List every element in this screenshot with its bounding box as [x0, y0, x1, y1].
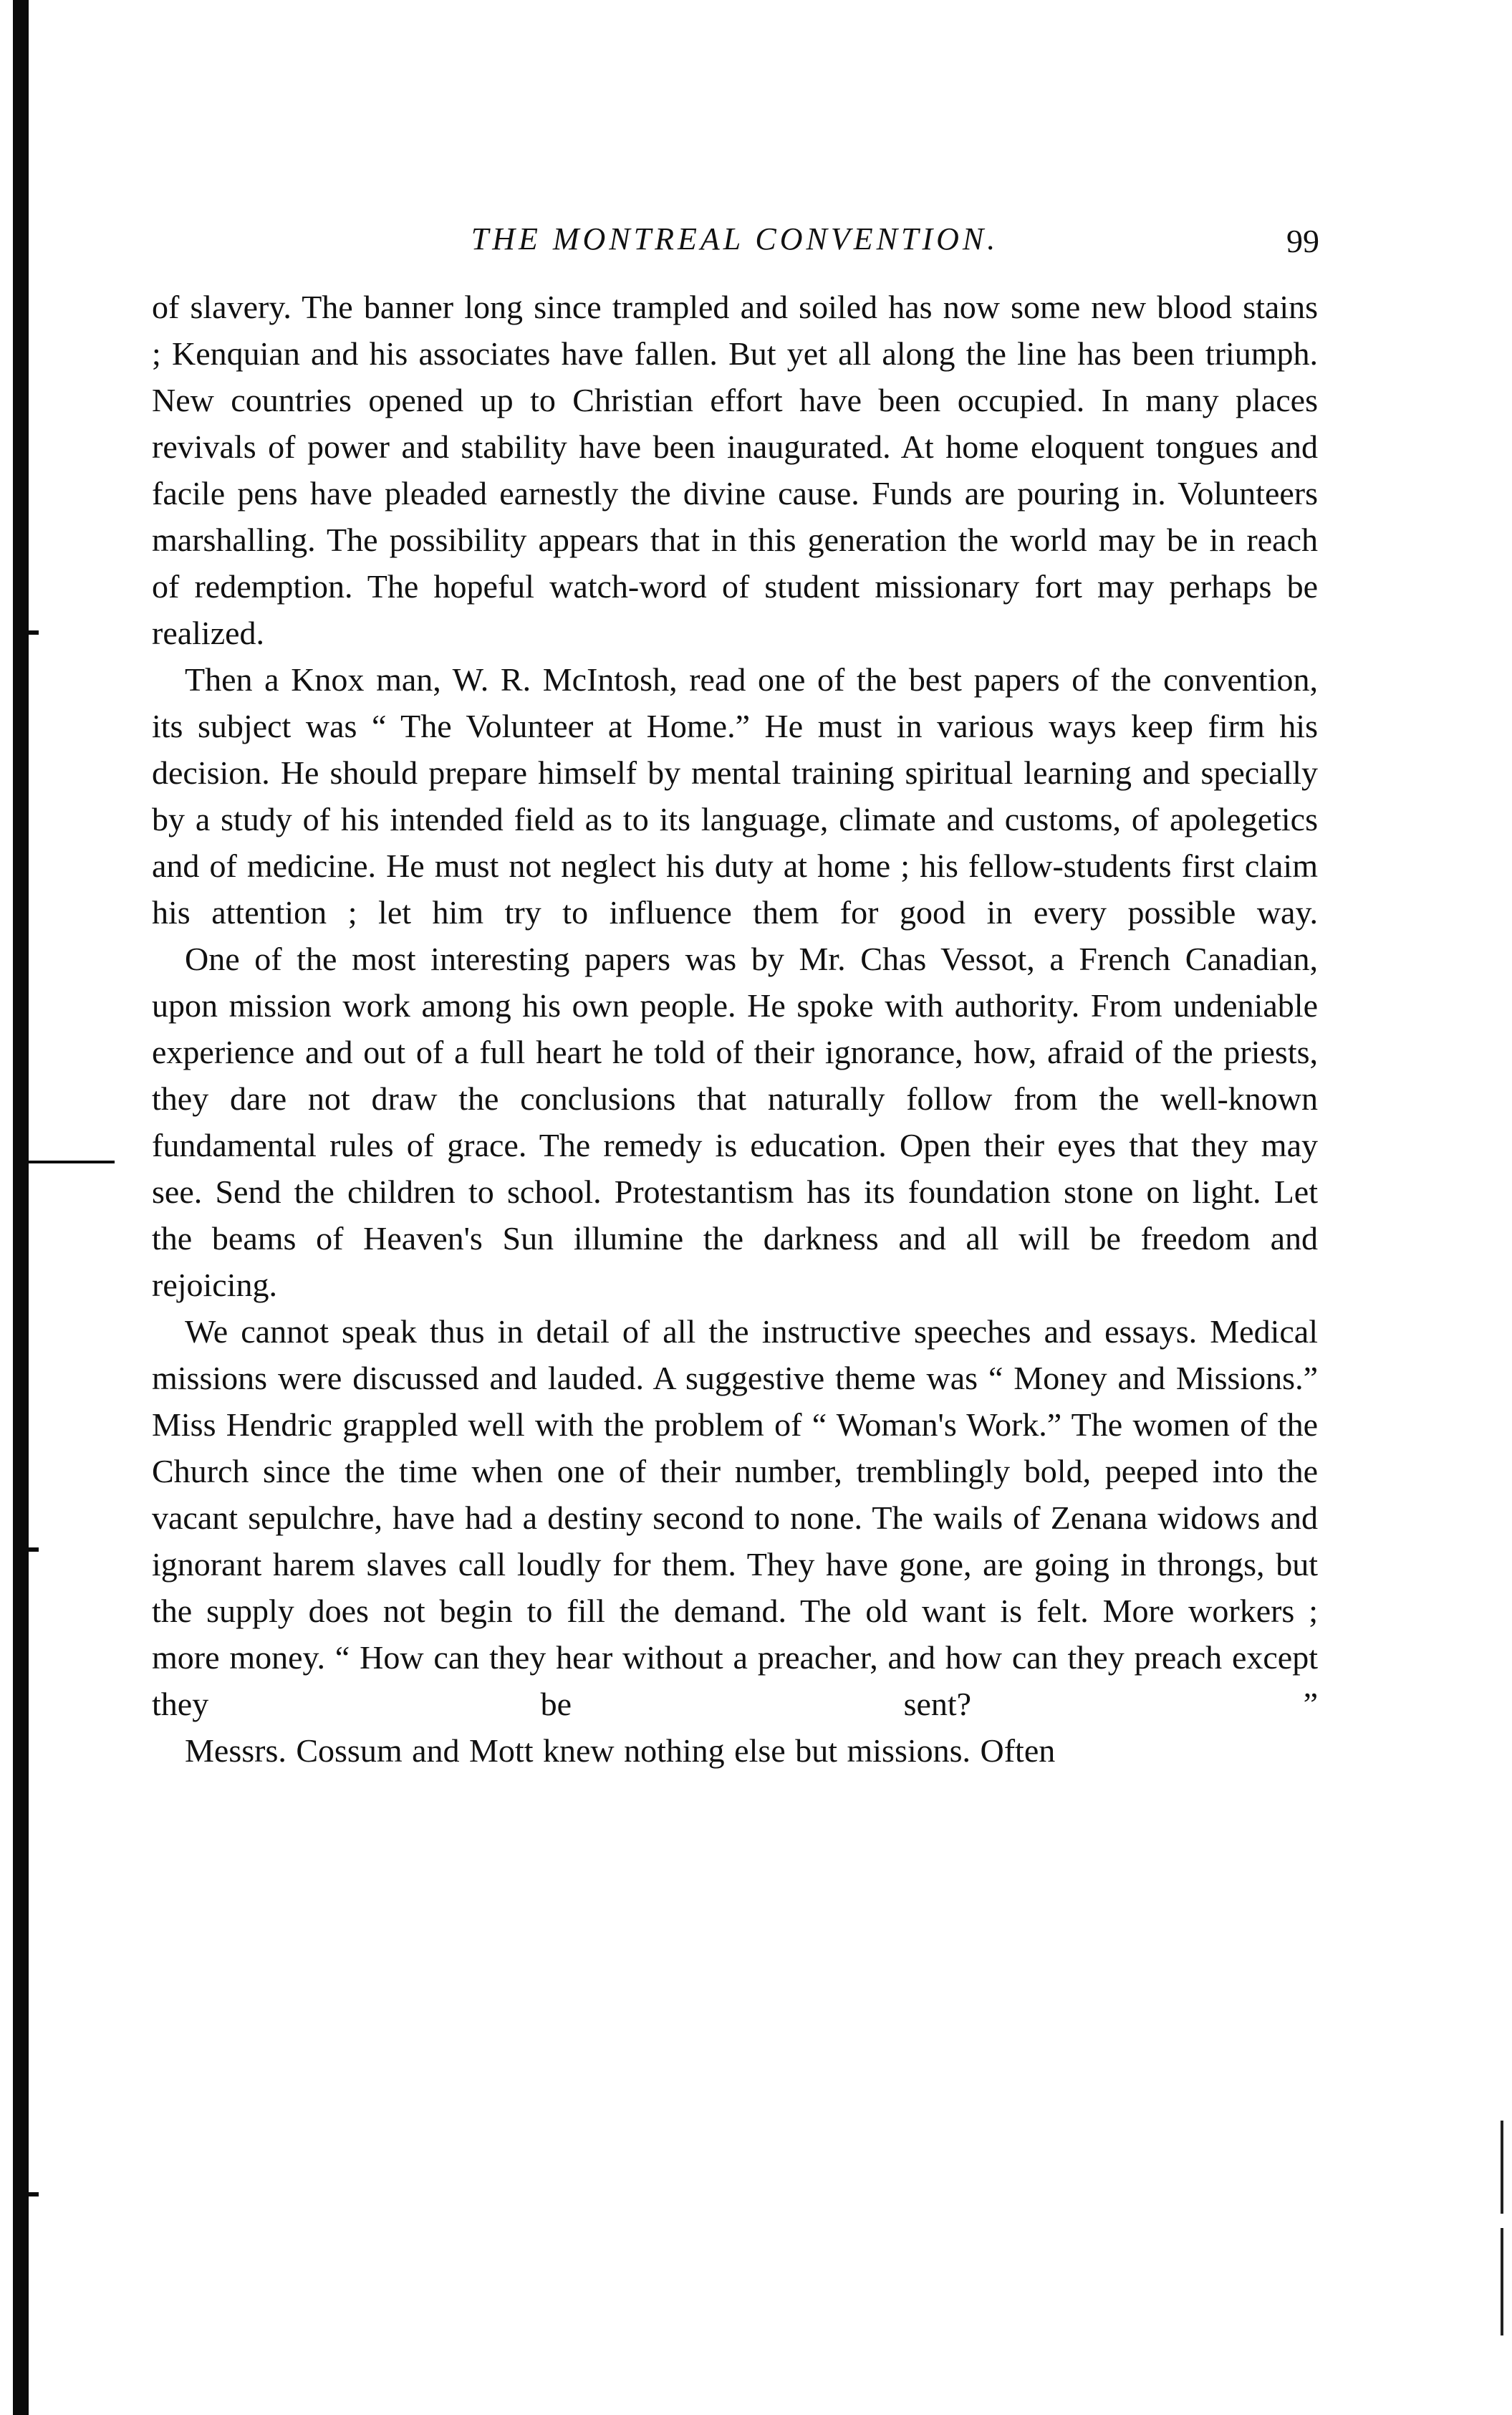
page-edge-mark	[1501, 2228, 1503, 2335]
paragraph-french-canadian-missions: One of the most interesting papers was by Mr. Chas Vessot, a French Canadian, upon mission work among his own people. He spoke with authority. From undeniable experience and out of a full heart he told of their ignorance, how, afraid of the priests, they dare not draw the conclusions that naturally follow from the well-known fundamental rules of grace. The remedy is education. Open their eyes that they may see. Send the children to school. Protestantism has its foundation stone on light. Let the beams of Heaven's Sun illumine the darkness and all will be freedom and rejoicing.	[152, 941, 1318, 1303]
running-head	[152, 215, 1318, 258]
book-page	[152, 215, 1318, 1774]
paragraph-continuation: of slavery. The banner long since trampled and soiled has now some new blood stains ; Kenquian and his associates have fallen. But yet all along the line has been triumph. New countries opened up to Christian effort have been occupied. In many places revivals of power and stability have been inaugurated. At home eloquent tongues and facile pens have pleaded earnestly the divine cause. Funds are pouring in. Volunteers marshalling. The possibility appears that in this generation the world may be in reach of redemption. The hopeful watch-word of student missionary fort may perhaps be realized.	[152, 289, 1318, 651]
paragraph-messrs-cossum-and-mott: Messrs. Cossum and Mott knew nothing else but missions. Often	[185, 1732, 1056, 1769]
page-edge-mark	[1501, 2121, 1503, 2214]
running-title: THE MONTREAL CONVENTION.	[471, 221, 999, 256]
paragraph-volunteer-at-home: Then a Knox man, W. R. McIntosh, read one of the best papers of the convention, its subject was “ The Volunteer at Home.” He must in various ways keep firm his decision. He should prepare himself by mental training spiritual learning and specially by a study of his intended field as to its language, climate and customs, of apolegetics and of medicine. He must not neglect his duty at home ; his fellow-students first claim his attention ; let him try to influence them for good in every possible way.	[152, 661, 1318, 931]
book-spine-shadow	[13, 0, 29, 2415]
spine-mark	[29, 2192, 39, 2196]
spine-mark	[29, 1161, 115, 1163]
paragraph-speeches-and-essays: We cannot speak thus in detail of all the instructive speeches and essays. Medical missions were discussed and lauded. A suggestive theme was “ Money and Missions.” Miss Hendric grappled well with the problem of “ Woman's Work.” The women of the Church since the time when one of their number, tremblingly bold, peeped into the vacant sepulchre, have had a destiny second to none. The wails of Zenana widows and ignorant harem slaves call loudly for them. They have gone, are going in throngs, but the supply does not begin to fill the demand. The old want is felt. More workers ; more money. “ How can they hear without a preacher, and how can they preach except they be sent? ”	[152, 1313, 1318, 1722]
spine-mark	[29, 630, 39, 635]
spine-mark	[29, 1547, 39, 1552]
page-number: 99	[1286, 223, 1319, 259]
